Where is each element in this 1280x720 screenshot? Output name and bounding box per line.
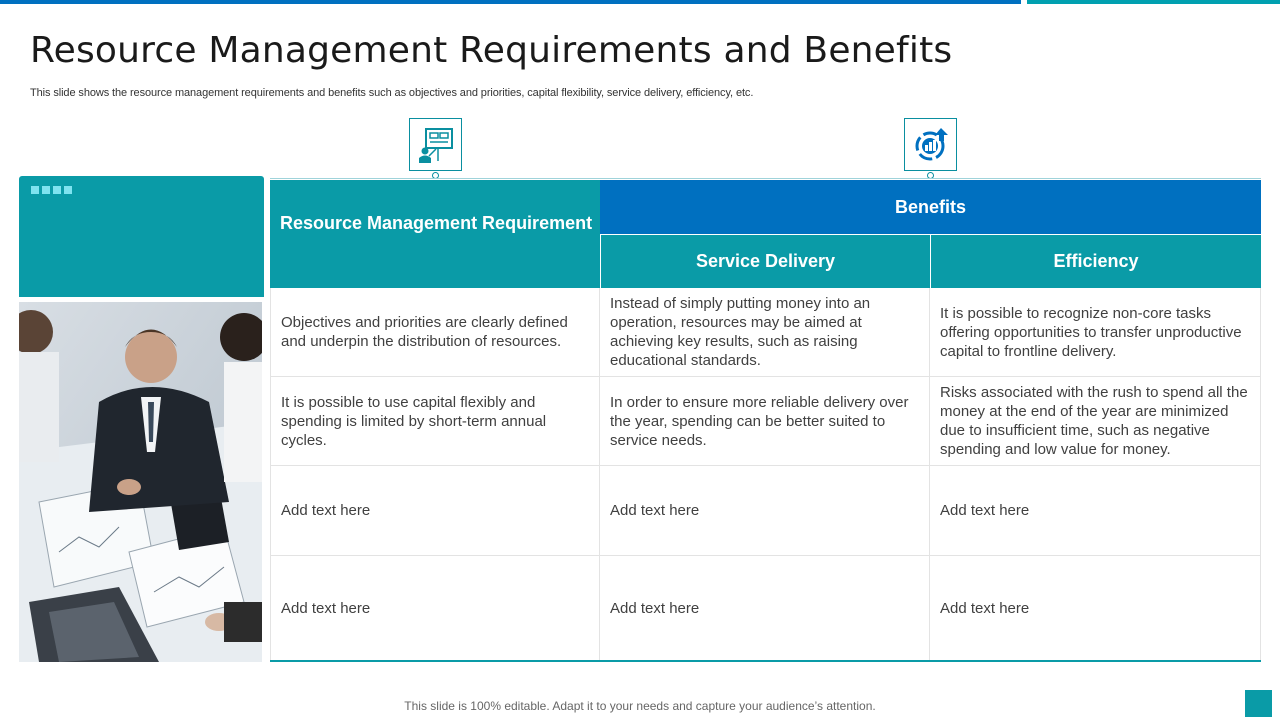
table-cell-efficiency: Risks associated with the rush to spend all the money at the end of the year are minimized due to insufficient time, such as negative spending and low value for money. [930,377,1261,466]
corner-accent-square [1245,690,1272,717]
table-cell-efficiency: It is possible to recognize non-core tasks offering opportunities to transfer unproductive capital to frontline delivery. [930,288,1261,377]
table-cell-service-delivery: In order to ensure more reliable delivery over the year, spending can be better suited to service needs. [600,377,930,466]
decor-square [53,186,61,194]
slide-subtitle: This slide shows the resource management requirements and benefits such as objectives and priorities, capital flexibility, service delivery, efficiency, etc. [30,87,754,99]
decor-square [42,186,50,194]
table-cell-service-delivery: Instead of simply putting money into an operation, resources may be aimed at achieving key results, such as raising educational standards. [600,288,930,377]
business-meeting-photo [19,302,262,662]
top-accent-bar-blue [0,0,1021,4]
header-service-delivery: Service Delivery [601,235,930,288]
decor-square [64,186,72,194]
table-cell-efficiency: Add text here [930,556,1261,662]
decor-square [31,186,39,194]
top-accent-bar-teal [1027,0,1280,4]
header-connector-line [270,178,1261,179]
slide-title: Resource Management Requirements and Benefits [30,30,953,71]
table-cell-requirement: Add text here [270,556,600,662]
header-benefits: Benefits [600,180,1261,234]
table-cell-requirement: Objectives and priorities are clearly defined and underpin the distribution of resources. [270,288,600,377]
table-cell-service-delivery: Add text here [600,556,930,662]
decorative-panel [19,176,264,297]
table-bottom-rule [270,660,1261,662]
table-cell-requirement: It is possible to use capital flexibly and spending is limited by short-term annual cycles. [270,377,600,466]
growth-cycle-icon [904,118,957,171]
presentation-board-icon [409,118,462,171]
header-requirement: Resource Management Requirement [270,180,600,288]
requirements-benefits-table [270,180,1261,662]
slide-footer-note: This slide is 100% editable. Adapt it to your needs and capture your audience’s attention. [404,699,876,713]
table-cell-service-delivery: Add text here [600,466,930,556]
table-cell-efficiency: Add text here [930,466,1261,556]
table-cell-requirement: Add text here [270,466,600,556]
header-efficiency: Efficiency [931,235,1261,288]
